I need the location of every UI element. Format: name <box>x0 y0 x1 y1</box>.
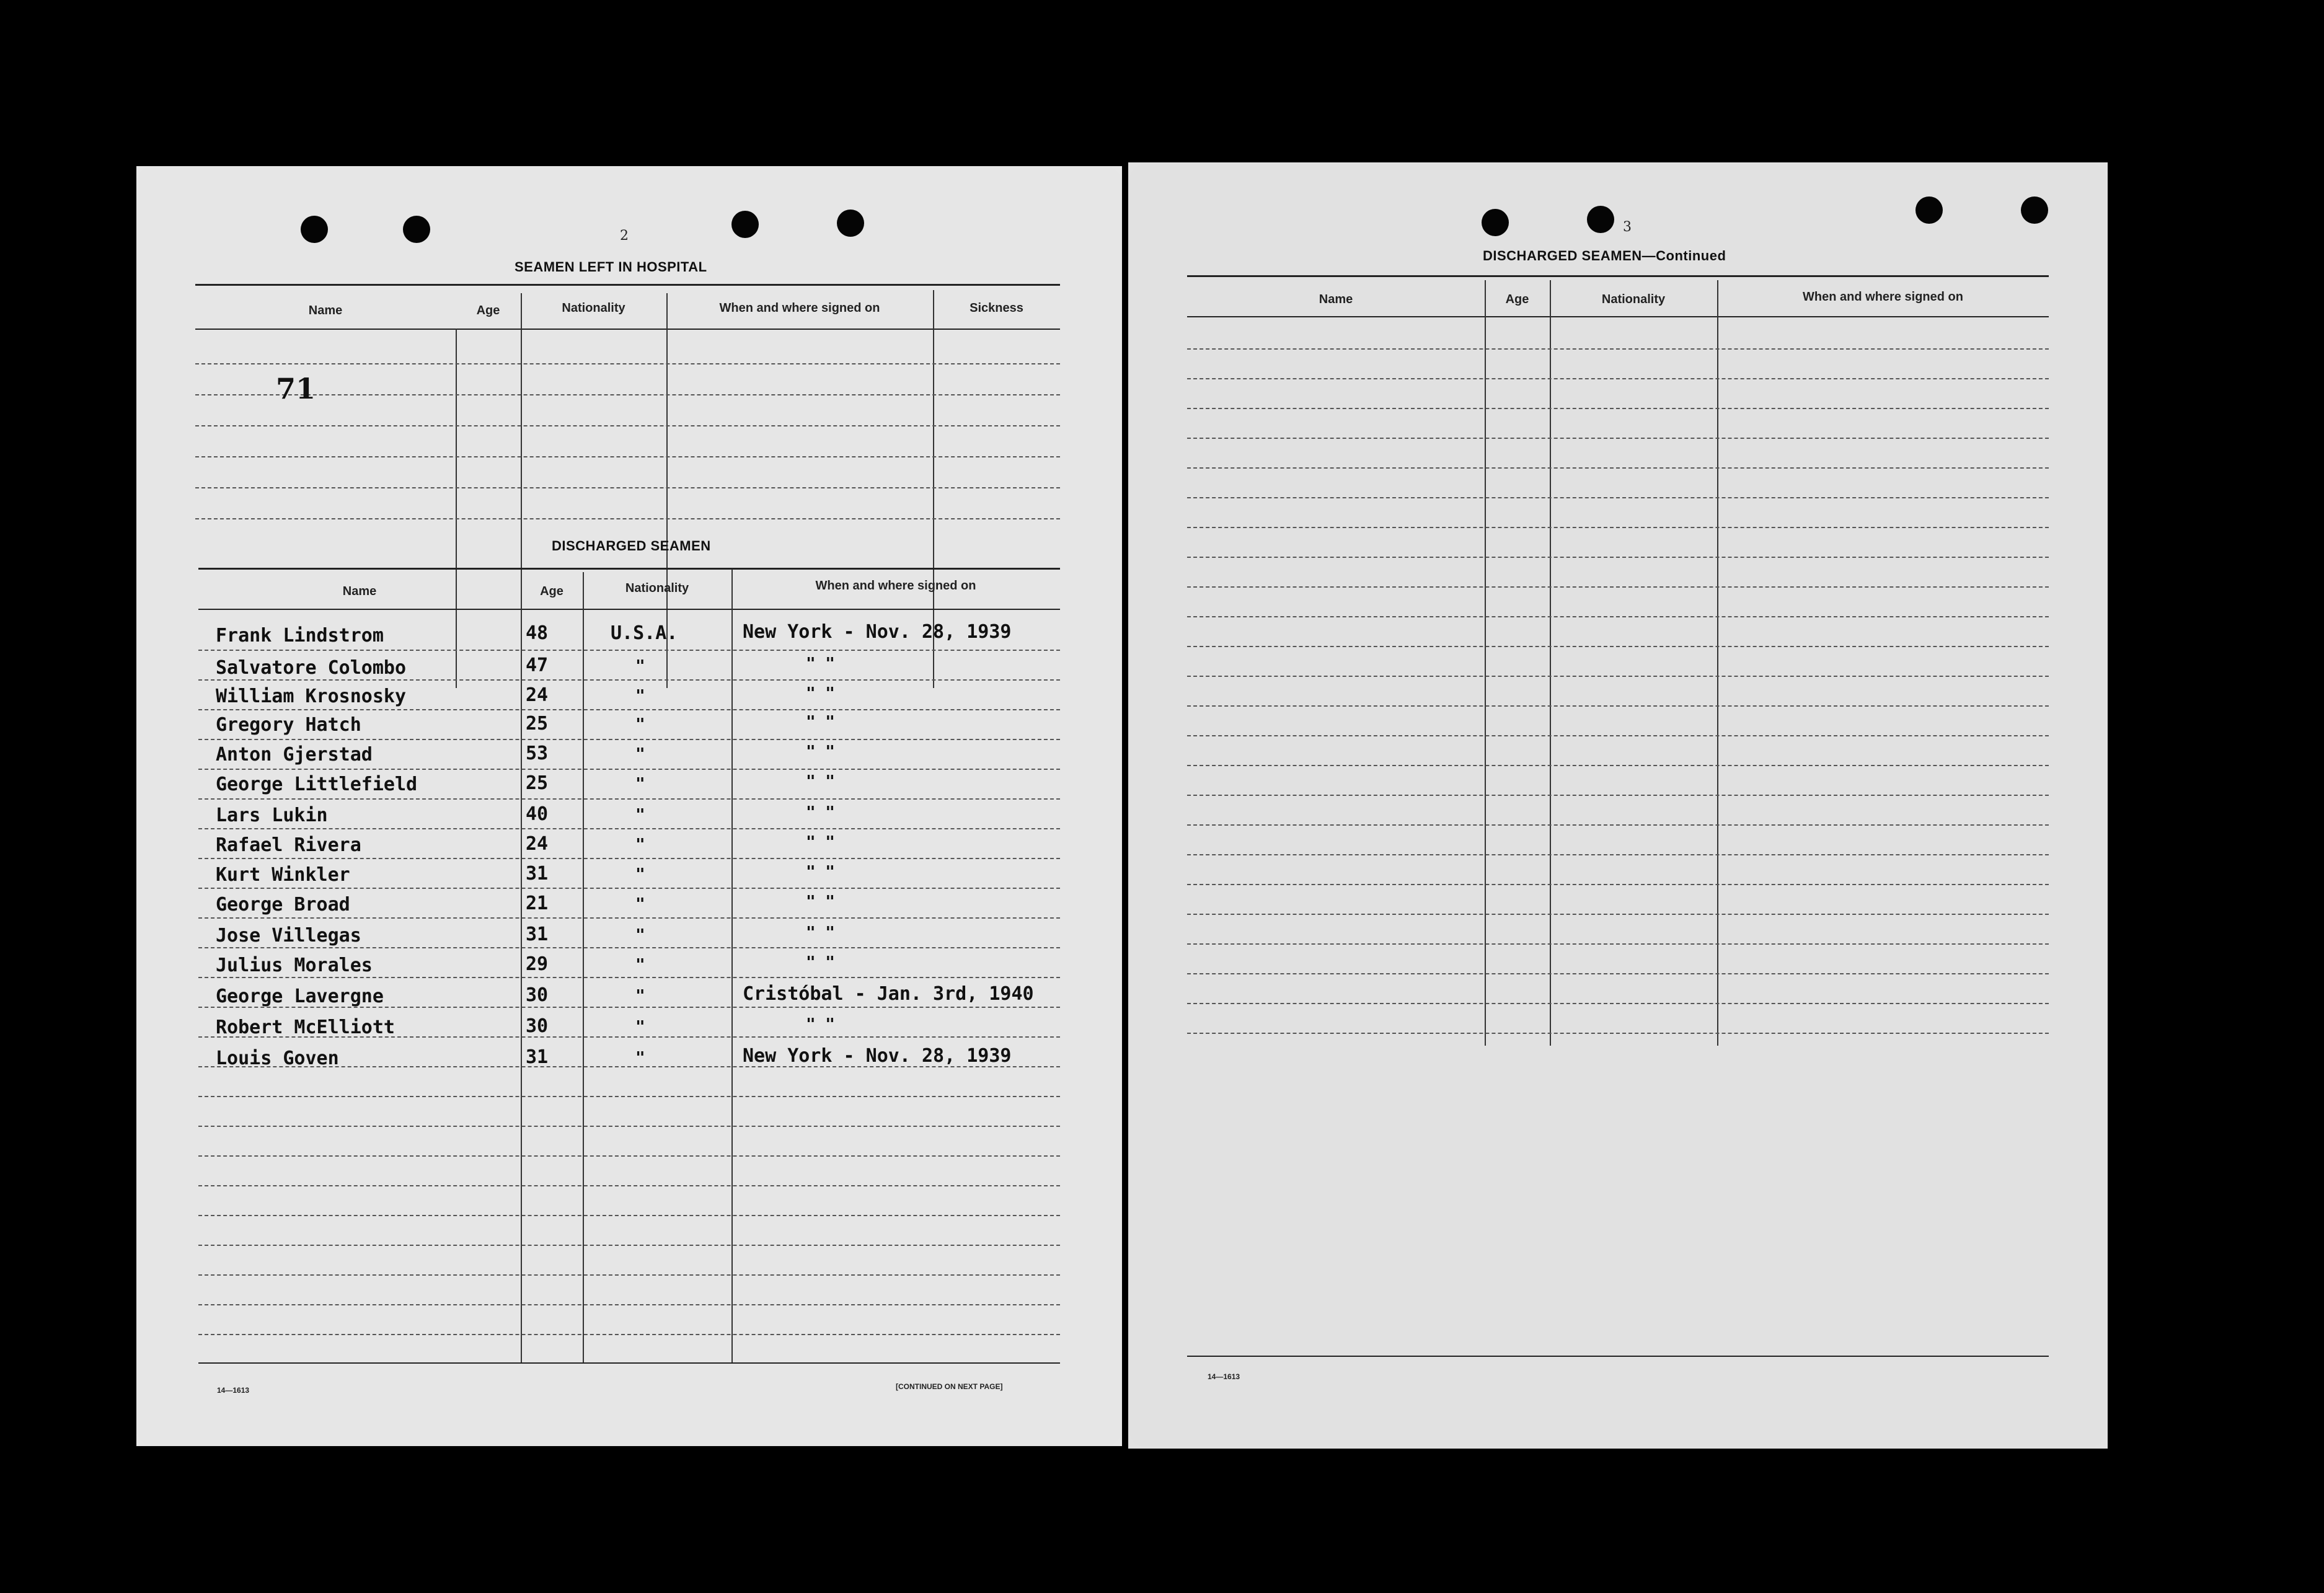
seaman-age: 31 <box>526 863 549 885</box>
seaman-nationality: " <box>635 775 645 793</box>
rule <box>198 609 1060 610</box>
rule <box>195 284 1060 286</box>
seaman-age: 21 <box>526 893 549 914</box>
row-line <box>1187 586 2049 588</box>
seaman-age: 25 <box>526 713 549 735</box>
row-line <box>1187 467 2049 469</box>
row-line <box>1187 616 2049 617</box>
row-line <box>1187 348 2049 350</box>
seaman-name: Frank Lindstrom <box>216 625 384 646</box>
row-line <box>1187 943 2049 945</box>
form-number: 14—1613 <box>217 1386 250 1395</box>
row-line <box>1187 854 2049 855</box>
row-line <box>198 709 1060 710</box>
row-line <box>195 363 1060 364</box>
row-line <box>1187 1033 2049 1034</box>
seaman-nationality: " <box>635 1049 645 1067</box>
row-line <box>1187 795 2049 796</box>
seaman-signed-on: Cristóbal - Jan. 3rd, 1940 <box>743 983 1034 1005</box>
row-line <box>1187 914 2049 915</box>
seaman-nationality: " <box>635 715 645 734</box>
seaman-name: Anton Gjerstad <box>216 744 373 766</box>
seaman-age: 31 <box>526 924 549 945</box>
row-line <box>1187 527 2049 528</box>
punch-hole <box>837 210 864 237</box>
row-line <box>198 1155 1060 1157</box>
seaman-signed-on: " " <box>806 684 835 703</box>
discharged-header-signed-on: When and where signed on <box>815 579 976 593</box>
seaman-age: 24 <box>526 684 549 706</box>
punch-hole <box>403 216 430 243</box>
row-line <box>195 394 1060 395</box>
row-line <box>198 1185 1060 1186</box>
seaman-signed-on: " " <box>806 833 835 852</box>
seaman-age: 30 <box>526 1015 549 1037</box>
discharged-continued-title: DISCHARGED SEAMEN—Continued <box>1483 248 1726 263</box>
seaman-nationality: " <box>635 745 645 764</box>
row-line <box>1187 824 2049 826</box>
hospital-header-name: Name <box>308 304 343 317</box>
row-line <box>198 947 1060 948</box>
row-line <box>195 487 1060 488</box>
page-number: 2 <box>620 228 629 244</box>
form-number: 14—1613 <box>1208 1372 1240 1381</box>
column-divider <box>1485 280 1486 1046</box>
right-page <box>1128 162 2108 1449</box>
seaman-name: Rafael Rivera <box>216 834 361 856</box>
row-line <box>198 798 1060 800</box>
column-divider <box>731 569 733 1362</box>
seaman-signed-on: " " <box>806 863 835 881</box>
punch-hole <box>2021 196 2048 224</box>
seaman-nationality: " <box>635 926 645 945</box>
row-line <box>1187 557 2049 558</box>
seaman-signed-on: " " <box>806 924 835 942</box>
row-line <box>1187 735 2049 736</box>
row-line <box>198 1304 1060 1305</box>
row-line <box>198 650 1060 651</box>
seaman-name: Salvatore Colombo <box>216 657 407 679</box>
column-divider <box>1550 280 1551 1046</box>
rule <box>198 568 1060 570</box>
seaman-age: 25 <box>526 772 549 794</box>
handwritten-mark: 71 <box>276 372 316 405</box>
row-line <box>1187 1003 2049 1004</box>
punch-hole <box>1482 209 1509 236</box>
discharged-header-age: Age <box>540 585 563 598</box>
row-line <box>195 456 1060 457</box>
seaman-age: 53 <box>526 743 549 764</box>
seaman-signed-on: " " <box>806 893 835 911</box>
row-line <box>198 1215 1060 1216</box>
seaman-signed-on: " " <box>806 655 835 673</box>
row-line <box>198 679 1060 681</box>
seaman-nationality: " <box>635 987 645 1005</box>
seaman-age: 30 <box>526 984 549 1006</box>
seaman-age: 40 <box>526 803 549 825</box>
row-line <box>198 917 1060 919</box>
seaman-signed-on: New York - Nov. 28, 1939 <box>743 1045 1012 1067</box>
rule <box>1187 275 2049 277</box>
left-page <box>136 166 1122 1446</box>
seaman-name: Jose Villegas <box>216 925 361 947</box>
column-divider <box>1717 280 1718 1046</box>
row-line <box>1187 438 2049 439</box>
header-name: Name <box>1319 293 1353 306</box>
seaman-signed-on: " " <box>806 1015 835 1034</box>
row-line <box>198 828 1060 829</box>
seaman-name: George Broad <box>216 894 350 916</box>
discharged-header-nationality: Nationality <box>625 581 689 595</box>
rule <box>198 1362 1060 1364</box>
seaman-signed-on: " " <box>806 772 835 791</box>
row-line <box>198 888 1060 889</box>
rule <box>195 329 1060 330</box>
row-line <box>198 1096 1060 1097</box>
column-divider <box>583 572 584 1362</box>
seaman-name: Kurt Winkler <box>216 864 350 886</box>
row-line <box>198 1245 1060 1246</box>
seaman-age: 24 <box>526 833 549 855</box>
column-divider <box>456 329 457 688</box>
seaman-age: 48 <box>526 622 549 644</box>
row-line <box>1187 973 2049 974</box>
seaman-age: 31 <box>526 1046 549 1068</box>
header-signed-on: When and where signed on <box>1803 290 1963 304</box>
seaman-nationality: " <box>635 657 645 676</box>
seaman-name: Louis Goven <box>216 1048 339 1069</box>
row-line <box>198 769 1060 770</box>
row-line <box>195 425 1060 426</box>
seaman-name: Gregory Hatch <box>216 714 361 736</box>
seaman-nationality: " <box>635 956 645 974</box>
punch-hole <box>1587 206 1614 233</box>
discharged-section-title: DISCHARGED SEAMEN <box>552 538 711 554</box>
seaman-nationality: " <box>635 865 645 884</box>
punch-hole <box>1915 196 1943 224</box>
header-nationality: Nationality <box>1601 293 1666 306</box>
seaman-name: George Lavergne <box>216 986 384 1007</box>
header-age: Age <box>1505 293 1529 306</box>
row-line <box>198 977 1060 978</box>
seaman-nationality: " <box>635 895 645 914</box>
seaman-signed-on: " " <box>806 803 835 822</box>
row-line <box>198 858 1060 859</box>
seaman-signed-on: " " <box>806 953 835 972</box>
continued-note: [CONTINUED ON NEXT PAGE] <box>896 1382 1003 1391</box>
rule <box>1187 1356 2049 1357</box>
row-line <box>198 1126 1060 1127</box>
row-line <box>1187 884 2049 885</box>
hospital-header-signed-on: When and where signed on <box>719 301 880 315</box>
seaman-nationality: " <box>635 806 645 824</box>
seaman-name: George Littlefield <box>216 774 418 795</box>
seaman-signed-on: " " <box>806 713 835 731</box>
seaman-name: Julius Morales <box>216 955 373 976</box>
seaman-age: 29 <box>526 953 549 975</box>
row-line <box>1187 408 2049 409</box>
row-line <box>198 739 1060 740</box>
hospital-header-nationality: Nationality <box>562 301 625 315</box>
seaman-signed-on: " " <box>806 743 835 761</box>
page-number: 3 <box>1623 219 1632 235</box>
hospital-header-sickness: Sickness <box>970 301 1023 315</box>
seaman-name: Lars Lukin <box>216 805 328 826</box>
row-line <box>1187 676 2049 677</box>
rule <box>1187 316 2049 317</box>
hospital-header-age: Age <box>476 304 500 317</box>
row-line <box>198 1334 1060 1335</box>
row-line <box>1187 646 2049 647</box>
seaman-name: Robert McElliott <box>216 1017 395 1038</box>
punch-hole <box>731 211 759 238</box>
row-line <box>198 1066 1060 1067</box>
seaman-nationality: " <box>635 1018 645 1036</box>
seaman-name: William Krosnosky <box>216 686 407 707</box>
seaman-nationality: " <box>635 836 645 854</box>
row-line <box>1187 378 2049 379</box>
discharged-header-name: Name <box>342 585 377 598</box>
seaman-nationality: " <box>635 687 645 705</box>
hospital-section-title: SEAMEN LEFT IN HOSPITAL <box>515 259 707 275</box>
row-line <box>198 1274 1060 1276</box>
row-line <box>1187 765 2049 766</box>
column-divider <box>521 572 522 1362</box>
punch-hole <box>301 216 328 243</box>
row-line <box>198 1036 1060 1038</box>
row-line <box>1187 705 2049 707</box>
seaman-signed-on: New York - Nov. 28, 1939 <box>743 621 1012 643</box>
row-line <box>195 518 1060 519</box>
seaman-nationality: U.S.A. <box>611 622 678 644</box>
seaman-age: 47 <box>526 655 549 676</box>
row-line <box>198 1007 1060 1008</box>
row-line <box>1187 497 2049 498</box>
